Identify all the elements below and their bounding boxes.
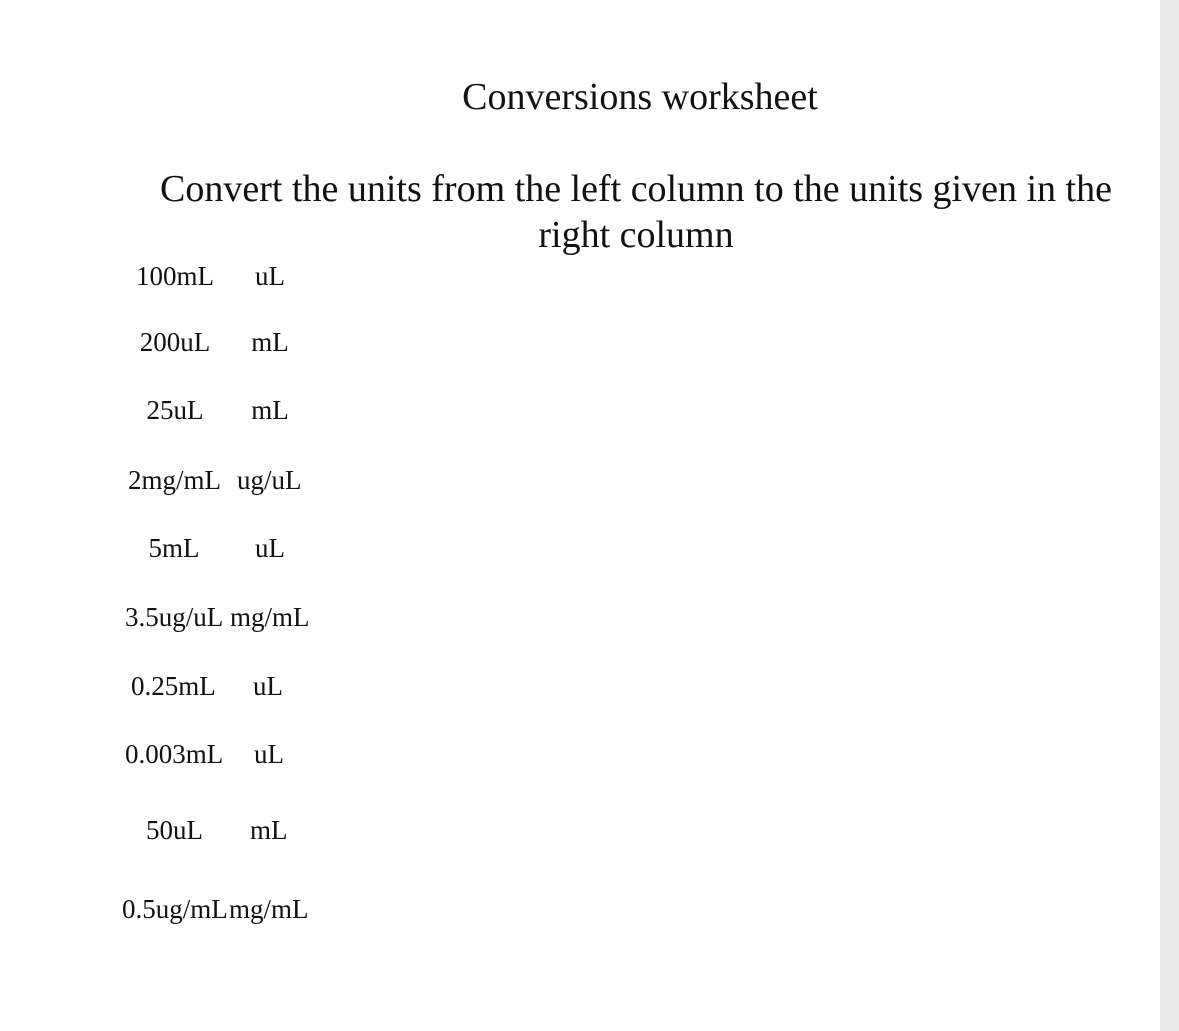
to-unit: mL [250, 815, 288, 845]
to-unit: uL [255, 533, 285, 563]
from-unit: 2mg/mL [128, 465, 221, 495]
from-unit: 0.5ug/mL [122, 894, 228, 924]
conversion-row [110, 734, 340, 774]
to-unit: mL [251, 395, 289, 425]
from-unit: 200uL [139, 327, 211, 357]
from-unit: 100mL [136, 261, 214, 291]
from-unit: 3.5ug/uL [125, 602, 224, 632]
from-unit: 0.003mL [125, 739, 224, 769]
conversion-row [110, 256, 340, 296]
to-unit: mg/mL [229, 894, 309, 924]
from-unit: 25uL [146, 395, 204, 425]
scrollbar-track[interactable] [1160, 0, 1179, 1031]
to-unit: uL [255, 261, 285, 291]
to-unit: uL [253, 671, 283, 701]
conversion-row [110, 390, 340, 430]
conversion-row [110, 460, 340, 500]
from-unit: 5mL [148, 533, 200, 563]
conversion-row [110, 666, 340, 706]
to-unit: mL [251, 327, 289, 357]
from-unit: 50uL [146, 815, 203, 845]
instructions-text: Convert the units from the left column to the units given in the right column [160, 168, 1112, 256]
to-unit: ug/uL [237, 465, 302, 495]
page-title: Conversions worksheet [462, 76, 818, 118]
conversion-row [110, 597, 340, 637]
conversion-row [110, 889, 340, 929]
conversion-row [110, 322, 340, 362]
to-unit: uL [254, 739, 284, 769]
conversion-row [110, 528, 340, 568]
from-unit: 0.25mL [131, 671, 216, 701]
to-unit: mg/mL [230, 602, 310, 632]
conversion-row [110, 810, 340, 850]
